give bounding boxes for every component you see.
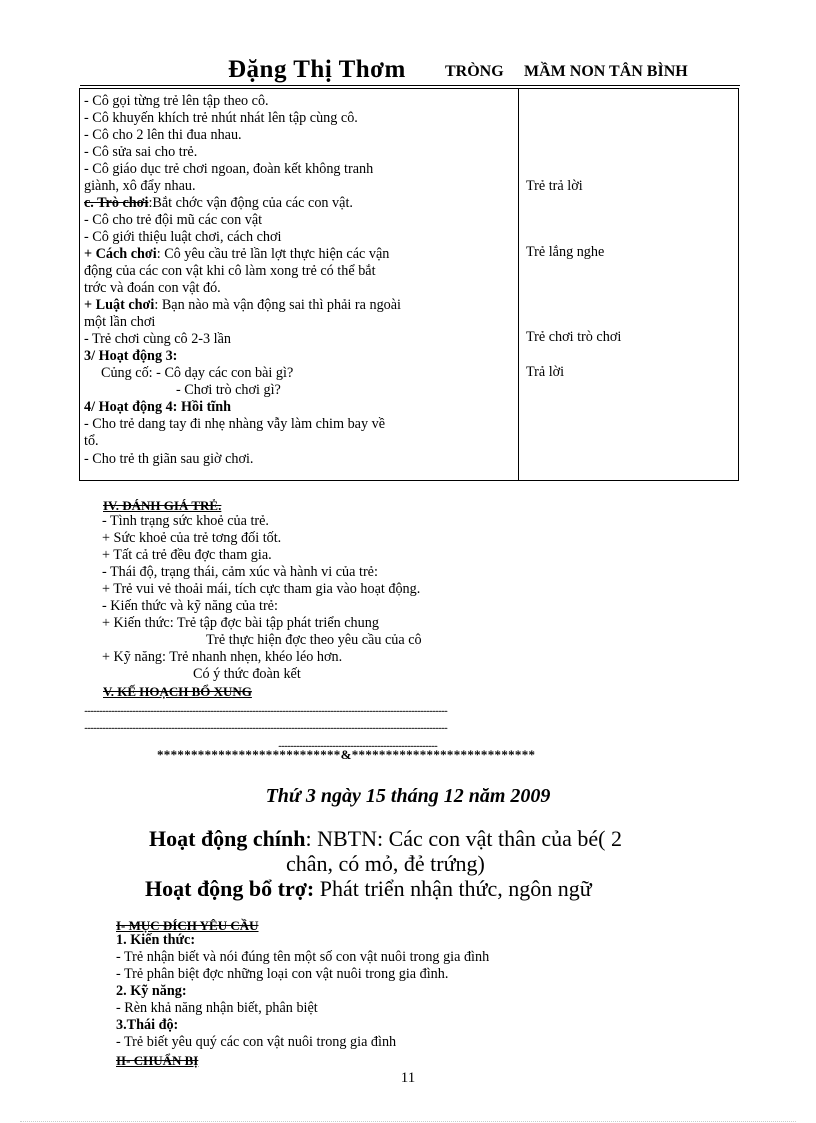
school-name: MẦM NON TÂN BÌNH: [524, 63, 688, 80]
table-line: - Cô sửa sai cho trẻ.: [84, 144, 198, 160]
skill-title: 2. Kỹ năng:: [116, 983, 187, 999]
how-text: : Cô yêu cầu trẻ lần lợt thực hiện các vận: [156, 246, 390, 262]
attitude-title: 3.Thái độ:: [116, 1017, 179, 1033]
eval-line: + Tất cả trẻ đều đợc tham gia.: [102, 547, 272, 563]
eval-line: - Tình trạng sức khoẻ của trẻ.: [102, 513, 269, 529]
support-activity-label: Hoạt động bổ trợ:: [145, 876, 315, 901]
attitude-line: - Trẻ biết yêu quý các con vật nuôi trong gia đình: [116, 1034, 397, 1050]
how-label: + Cách chơi: [84, 246, 157, 262]
table-line: Củng cố: - Cô dạy các con bài gì?: [101, 365, 294, 381]
table-line: giành, xô đẩy nhau.: [84, 178, 196, 194]
author-name: Đặng Thị Thơm: [228, 56, 406, 83]
main-activity: [149, 826, 622, 852]
rule-line: [84, 298, 401, 312]
school-prefix: TRÒNG: [445, 63, 504, 80]
dotted-line: ..................................................................................................................................................................................................................................................: [84, 704, 447, 715]
rule-label: + Luật chơi: [84, 297, 155, 313]
support-activity-text: Phát triển nhận thức, ngôn ngữ: [314, 876, 592, 901]
separator: ***************************&***************************: [157, 747, 536, 762]
eval-line: Trẻ thực hiện đợc theo yêu cầu của cô: [206, 632, 422, 648]
right-cell: Trẻ trả lời: [526, 178, 583, 194]
table-line: - Cho trẻ th giãn sau giờ chơi.: [84, 451, 254, 467]
dotted-line: ..........................................................................................................: [278, 739, 437, 750]
right-cell: Trẻ chơi trò chơi: [526, 329, 622, 345]
how-line: [84, 247, 389, 261]
purpose-title: I- MỤC ĐÍCH YÊU CẦU: [116, 918, 259, 933]
table-line: - Cô cho 2 lên thi đua nhau.: [84, 127, 242, 143]
table-line: - Cô giáo dục trẻ chơi ngoan, đoàn kết không tranh: [84, 161, 374, 177]
eval-line: + Kỹ năng: Trẻ nhanh nhẹn, khéo léo hơn.: [102, 649, 343, 665]
table-line: 3/ Hoạt động 3:: [84, 348, 178, 364]
game-text: :Bắt chớc vận động của các con vật.: [148, 195, 353, 211]
support-activity: [145, 876, 592, 902]
right-cell: Trả lời: [526, 364, 565, 380]
prep-title: II- CHUẨN BỊ: [116, 1053, 199, 1068]
header-rule: [80, 85, 740, 86]
knowledge-title: 1. Kiến thức:: [116, 932, 196, 948]
knowledge-line: - Trẻ nhận biết và nói đúng tên một số con vật nuôi trong gia đình: [116, 949, 490, 965]
lesson-date: Thứ 3 ngày 15 tháng 12 năm 2009: [265, 785, 551, 807]
main-activity-cont: chân, có mỏ, đẻ trứng): [286, 851, 485, 876]
page-number: 11: [400, 1070, 416, 1086]
eval-line: Có ý thức đoàn kết: [193, 666, 301, 682]
knowledge-line: - Trẻ phân biệt đợc những loại con vật nuôi trong gia đình.: [116, 966, 449, 982]
table-line: - Cô cho trẻ đội mũ các con vật: [84, 212, 263, 228]
main-activity-text: : NBTN: Các con vật thân của bé( 2: [305, 826, 622, 851]
table-line: một lần chơi: [84, 314, 156, 330]
table-line: - Cô gọi từng trẻ lên tập theo cô.: [84, 93, 269, 109]
eval-line: + Sức khoẻ của trẻ tơng đối tốt.: [102, 530, 282, 546]
right-cell: Trẻ lắng nghe: [526, 244, 605, 260]
eval-title: IV. ĐÁNH GIÁ TRẺ.: [103, 498, 222, 513]
game-line: [84, 196, 353, 210]
table-line: - Chơi trò chơi gì?: [176, 382, 281, 398]
main-activity-label: Hoạt động chính: [149, 826, 306, 851]
eval-line: - Thái độ, trạng thái, cảm xúc và hành vi của trẻ:: [102, 564, 378, 580]
table-line: - Cô khuyến khích trẻ nhút nhát lên tập cùng cô.: [84, 110, 358, 126]
rule-text: : Bạn nào mà vận động sai thì phải ra ngoài: [154, 297, 401, 313]
table-line: động của các con vật khi cô làm xong trẻ có thể bắt: [84, 263, 376, 279]
plan-title: V. KẾ HOẠCH BỔ XUNG: [103, 684, 252, 699]
table-line: tổ.: [84, 433, 99, 449]
eval-line: - Kiến thức và kỹ năng của trẻ:: [102, 598, 278, 614]
page-edge: [20, 1121, 796, 1122]
eval-line: + Kiến thức: Trẻ tập đợc bài tập phát triển chung: [102, 615, 379, 631]
table-line: - Trẻ chơi cùng cô 2-3 lần: [84, 331, 231, 347]
table-column-divider: [518, 88, 519, 481]
eval-line: + Trẻ vui vẻ thoải mái, tích cực tham gia vào hoạt động.: [102, 581, 421, 597]
game-label: c. Trò chơi: [84, 195, 149, 211]
table-line: trớc và đoán con vật đó.: [84, 280, 221, 296]
table-line: - Cho trẻ dang tay đi nhẹ nhàng vẫy làm chim bay về: [84, 416, 386, 432]
table-line: - Cô giới thiệu luật chơi, cách chơi: [84, 229, 282, 245]
skill-line: - Rèn khả năng nhận biết, phân biệt: [116, 1000, 318, 1016]
table-line: 4/ Hoạt động 4: Hồi tĩnh: [84, 399, 232, 415]
dotted-line: ..................................................................................................................................................................................................................................................: [84, 721, 447, 732]
